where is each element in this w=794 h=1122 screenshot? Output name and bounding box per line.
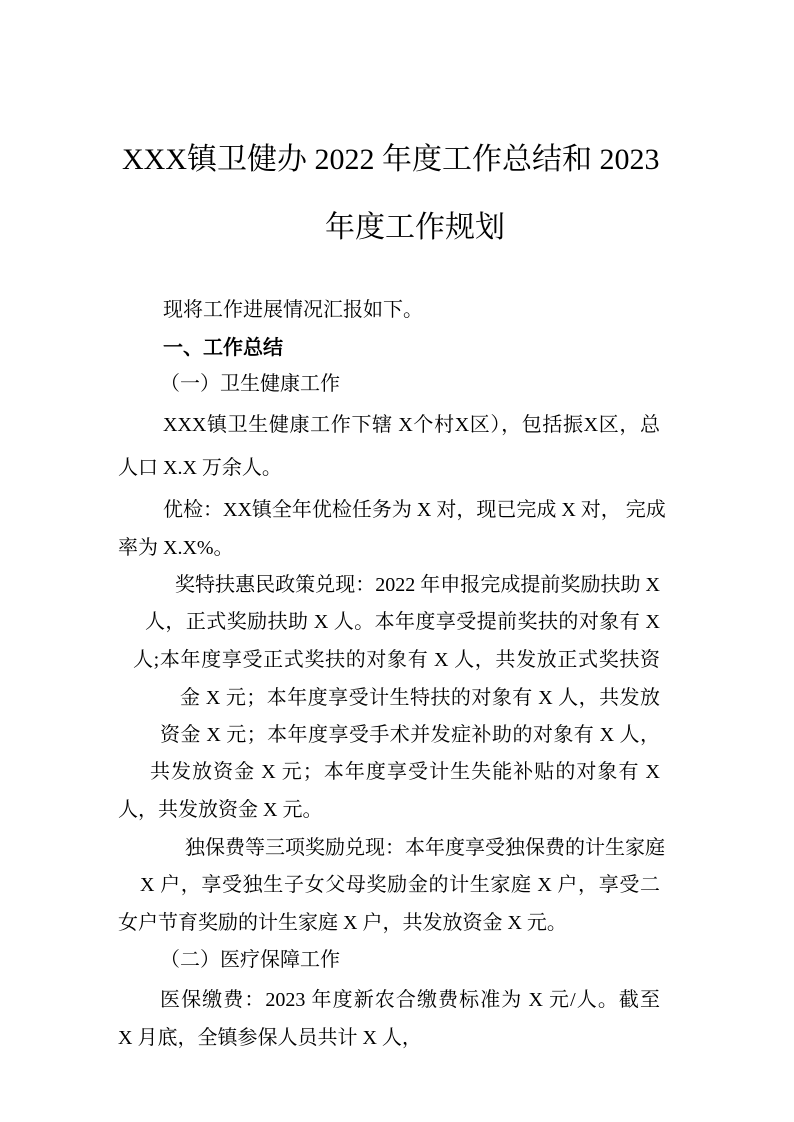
paragraph-line: 金 X 元；本年度享受计生特扶的对象有 X 人，共发放 [180,687,660,709]
paragraph-line: X 户，享受独生子女父母奖励金的计生家庭 X 户，享受二 [140,874,660,896]
subsection-heading-medical: （二）医疗保障工作 [160,949,340,971]
paragraph-line: 人;本年度享受正式奖扶的对象有 X 人，共发放正式奖扶资 [133,649,660,671]
document-title-line-2: 年度工作规划 [325,211,505,244]
paragraph-line: 优检：XX镇全年优检任务为 X 对，现已完成 X 对， 完成 [163,499,666,521]
paragraph-line: 人，正式奖励扶助 X 人。本年度享受提前奖扶的对象有 X [145,611,660,633]
paragraph-line: 共发放资金 X 元；本年度享受计生失能补贴的对象有 X [150,761,660,783]
paragraph-line: X 月底，全镇参保人员共计 X 人， [118,1027,422,1049]
paragraph-line: 独保费等三项奖励兑现：本年度享受独保费的计生家庭 [185,837,665,859]
paragraph-line: 率为 X.X%。 [118,537,234,559]
document-title-line-1: XXX镇卫健办 2022 年度工作总结和 2023 [122,143,660,176]
subsection-heading-health: （一）卫生健康工作 [160,373,340,395]
paragraph-line: 奖特扶惠民政策兑现：2022 年申报完成提前奖励扶助 X [175,574,660,596]
paragraph-line: 人，共发放资金 X 元。 [118,799,323,821]
paragraph-line: 女户节育奖励的计生家庭 X 户，共发放资金 X 元。 [118,912,567,934]
paragraph-line: XXX镇卫生健康工作下辖 X个村X区），包括振X区，总 [163,414,660,436]
paragraph-line: 医保缴费：2023 年度新农合缴费标准为 X 元/人。截至 [160,989,660,1011]
section-heading-work-summary: 一、工作总结 [163,337,283,359]
paragraph-line: 人口 X.X 万余人。 [118,457,282,479]
intro-text: 现将工作进展情况汇报如下。 [163,299,423,321]
paragraph-line: 资金 X 元；本年度享受手术并发症补助的对象有 X 人， [160,724,660,746]
